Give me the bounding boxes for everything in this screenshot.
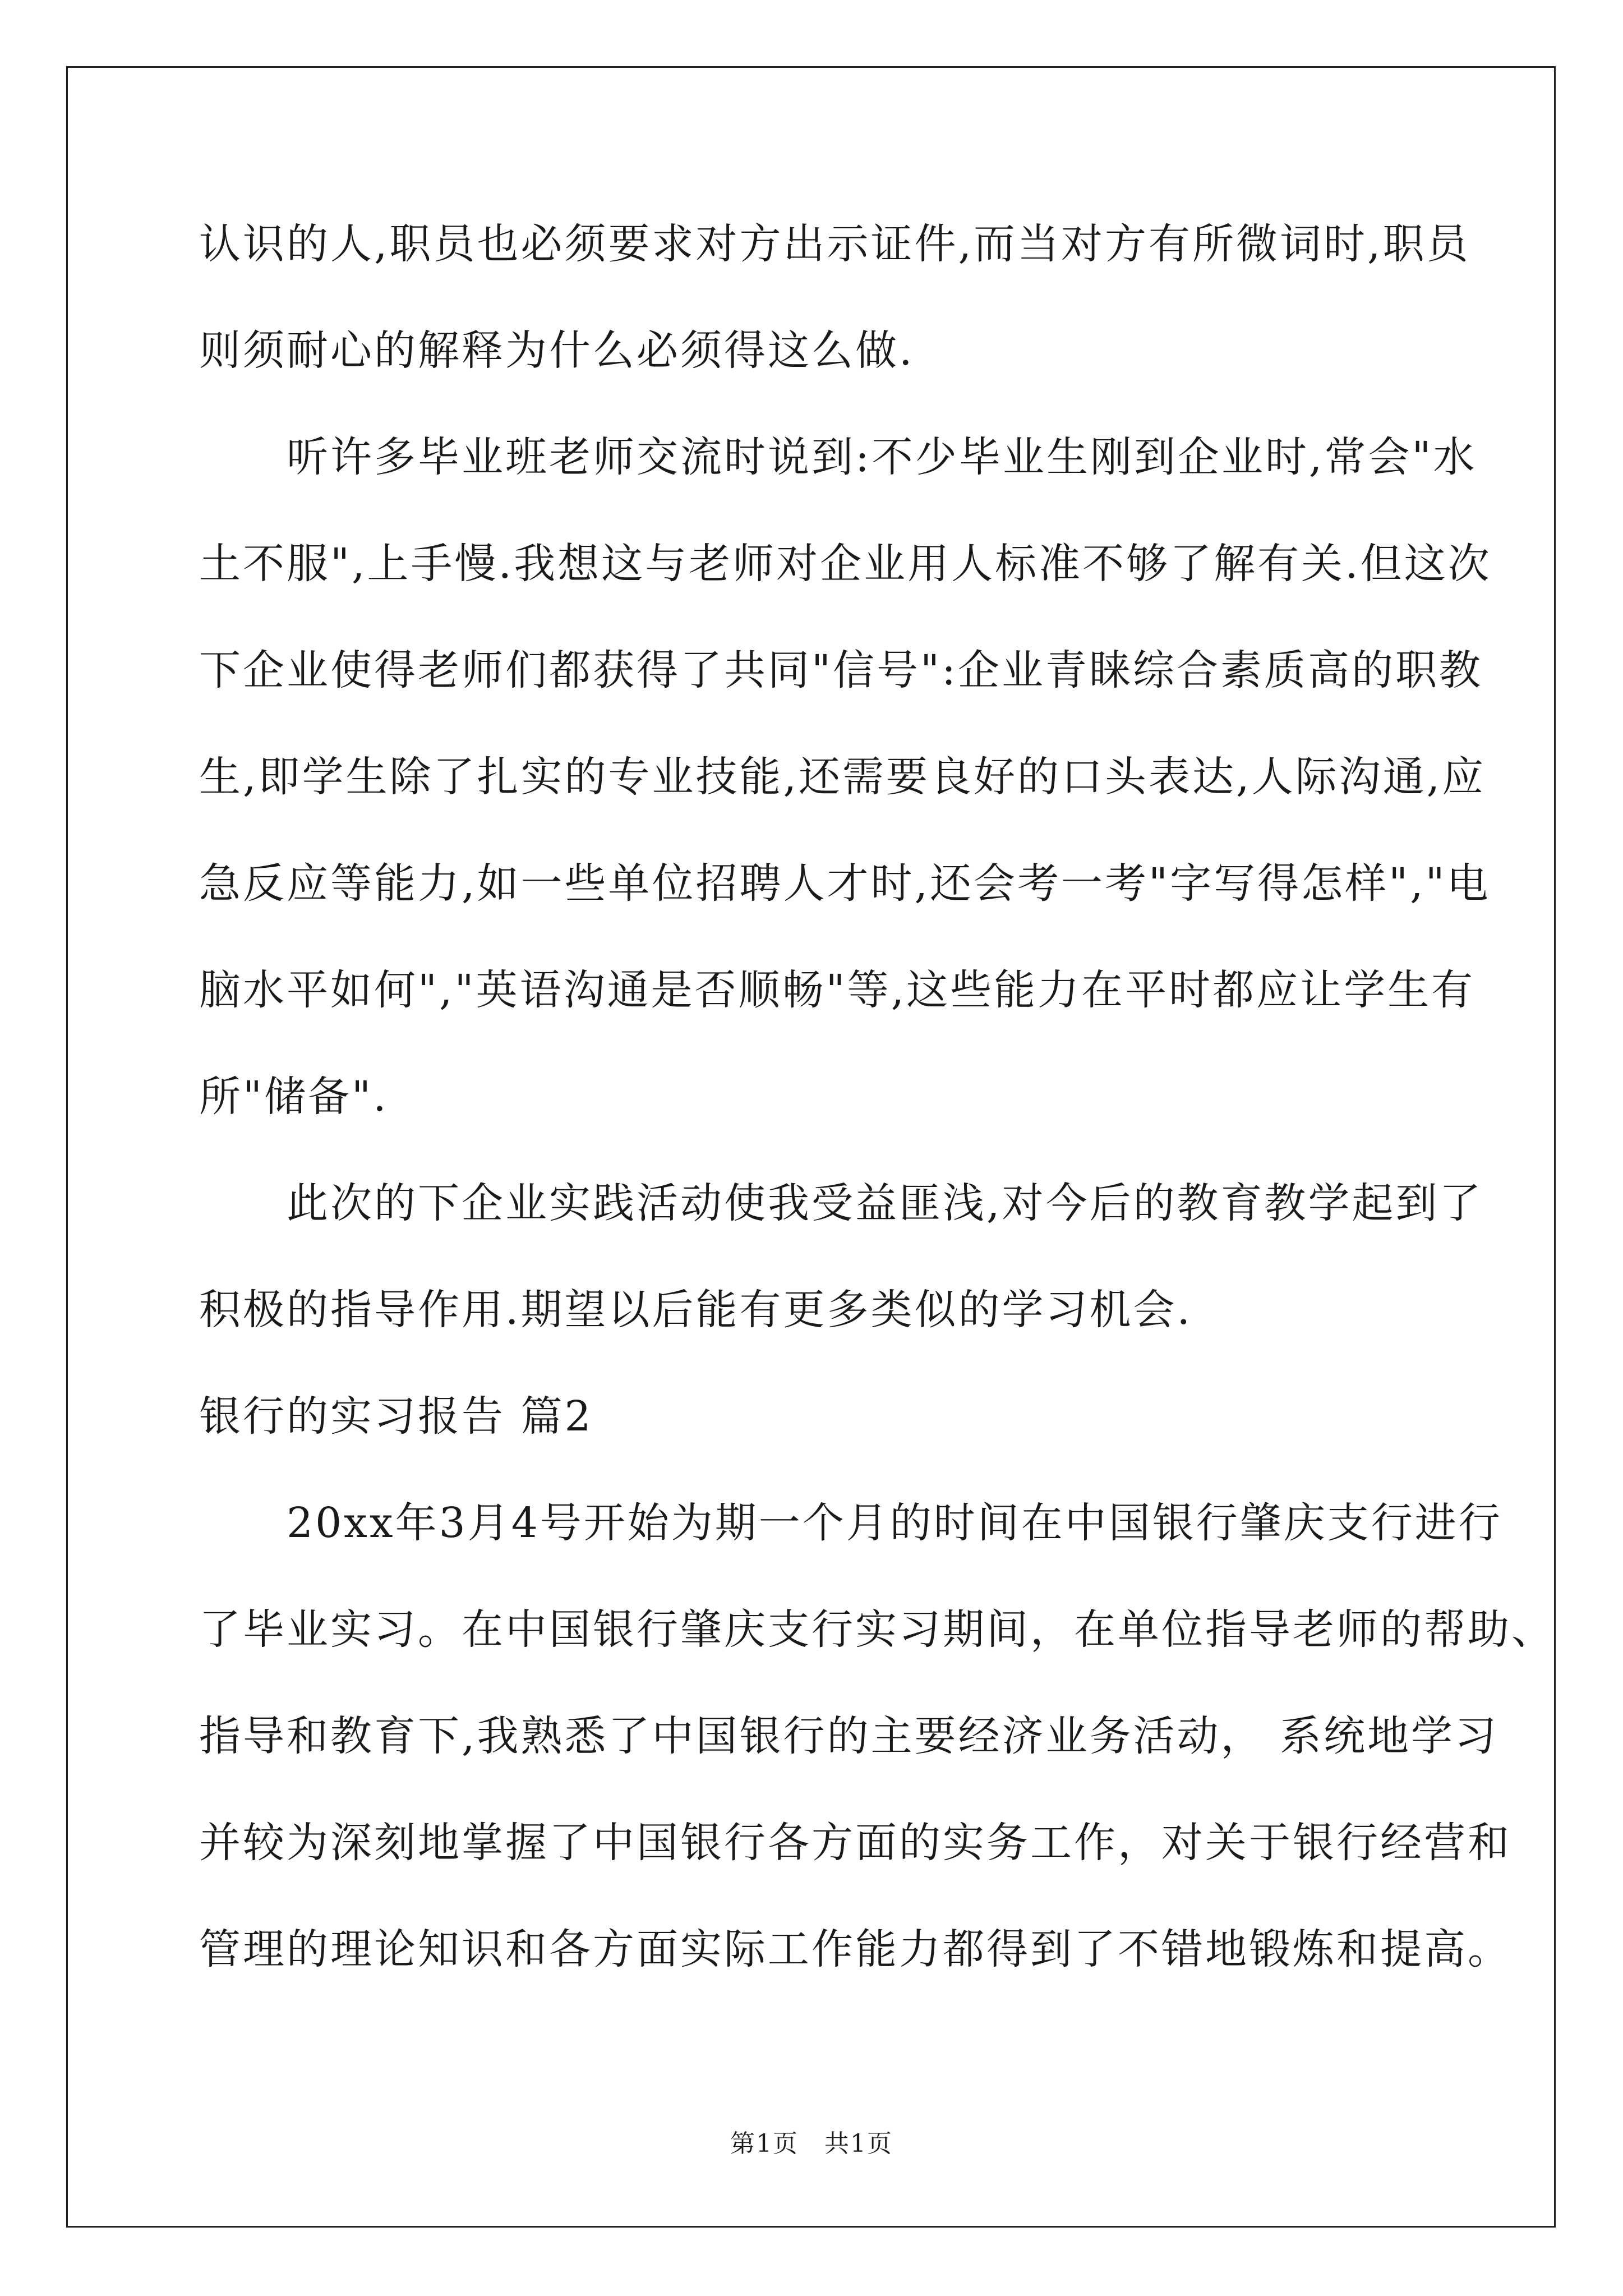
page-border (66, 66, 1556, 2228)
text-line-7: 急反应等能力,如一些单位招聘人才时,还会考一考"字写得怎样","电 (199, 859, 1491, 908)
text-line-16: 并较为深刻地掌握了中国银行各方面的实务工作，对关于银行经营和 (199, 1819, 1511, 1867)
page-footer: 第1页 共1页 (730, 2129, 893, 2158)
text-line-2: 则须耐心的解释为什么必须得这么做. (199, 326, 915, 375)
text-line-13: 20xx年3月4号开始为期一个月的时间在中国银行肇庆支行进行 (199, 1499, 1502, 1547)
text-line-6: 生,即学生除了扎实的专业技能,还需要良好的口头表达,人际沟通,应 (199, 753, 1486, 801)
text-line-15: 指导和教育下,我熟悉了中国银行的主要经济业务活动， 系统地学习 (199, 1712, 1499, 1760)
text-line-14: 了毕业实习。在中国银行肇庆支行实习期间，在单位指导老师的帮助、 (199, 1605, 1555, 1654)
text-line-1: 认识的人,职员也必须要求对方出示证件,而当对方有所微词时,职员 (199, 220, 1470, 268)
text-line-10: 此次的下企业实践活动使我受益匪浅,对今后的教育教学起到了 (199, 1179, 1483, 1227)
section-heading: 银行的实习报告 篇2 (199, 1392, 593, 1441)
text-line-3: 听许多毕业班老师交流时说到:不少毕业生刚到企业时,常会"水 (199, 433, 1477, 481)
text-line-17: 管理的理论知识和各方面实际工作能力都得到了不错地锻炼和提高。 (199, 1925, 1511, 1973)
text-line-5: 下企业使得老师们都获得了共同"信号":企业青睐综合素质高的职教 (199, 646, 1483, 694)
text-line-11: 积极的指导作用.期望以后能有更多类似的学习机会. (199, 1286, 1193, 1334)
text-line-9: 所"储备". (199, 1073, 389, 1121)
text-line-4: 土不服",上手慢.我想这与老师对企业用人标准不够了解有关.但这次 (199, 540, 1492, 588)
text-line-8: 脑水平如何","英语沟通是否顺畅"等,这些能力在平时都应让学生有 (199, 966, 1476, 1014)
